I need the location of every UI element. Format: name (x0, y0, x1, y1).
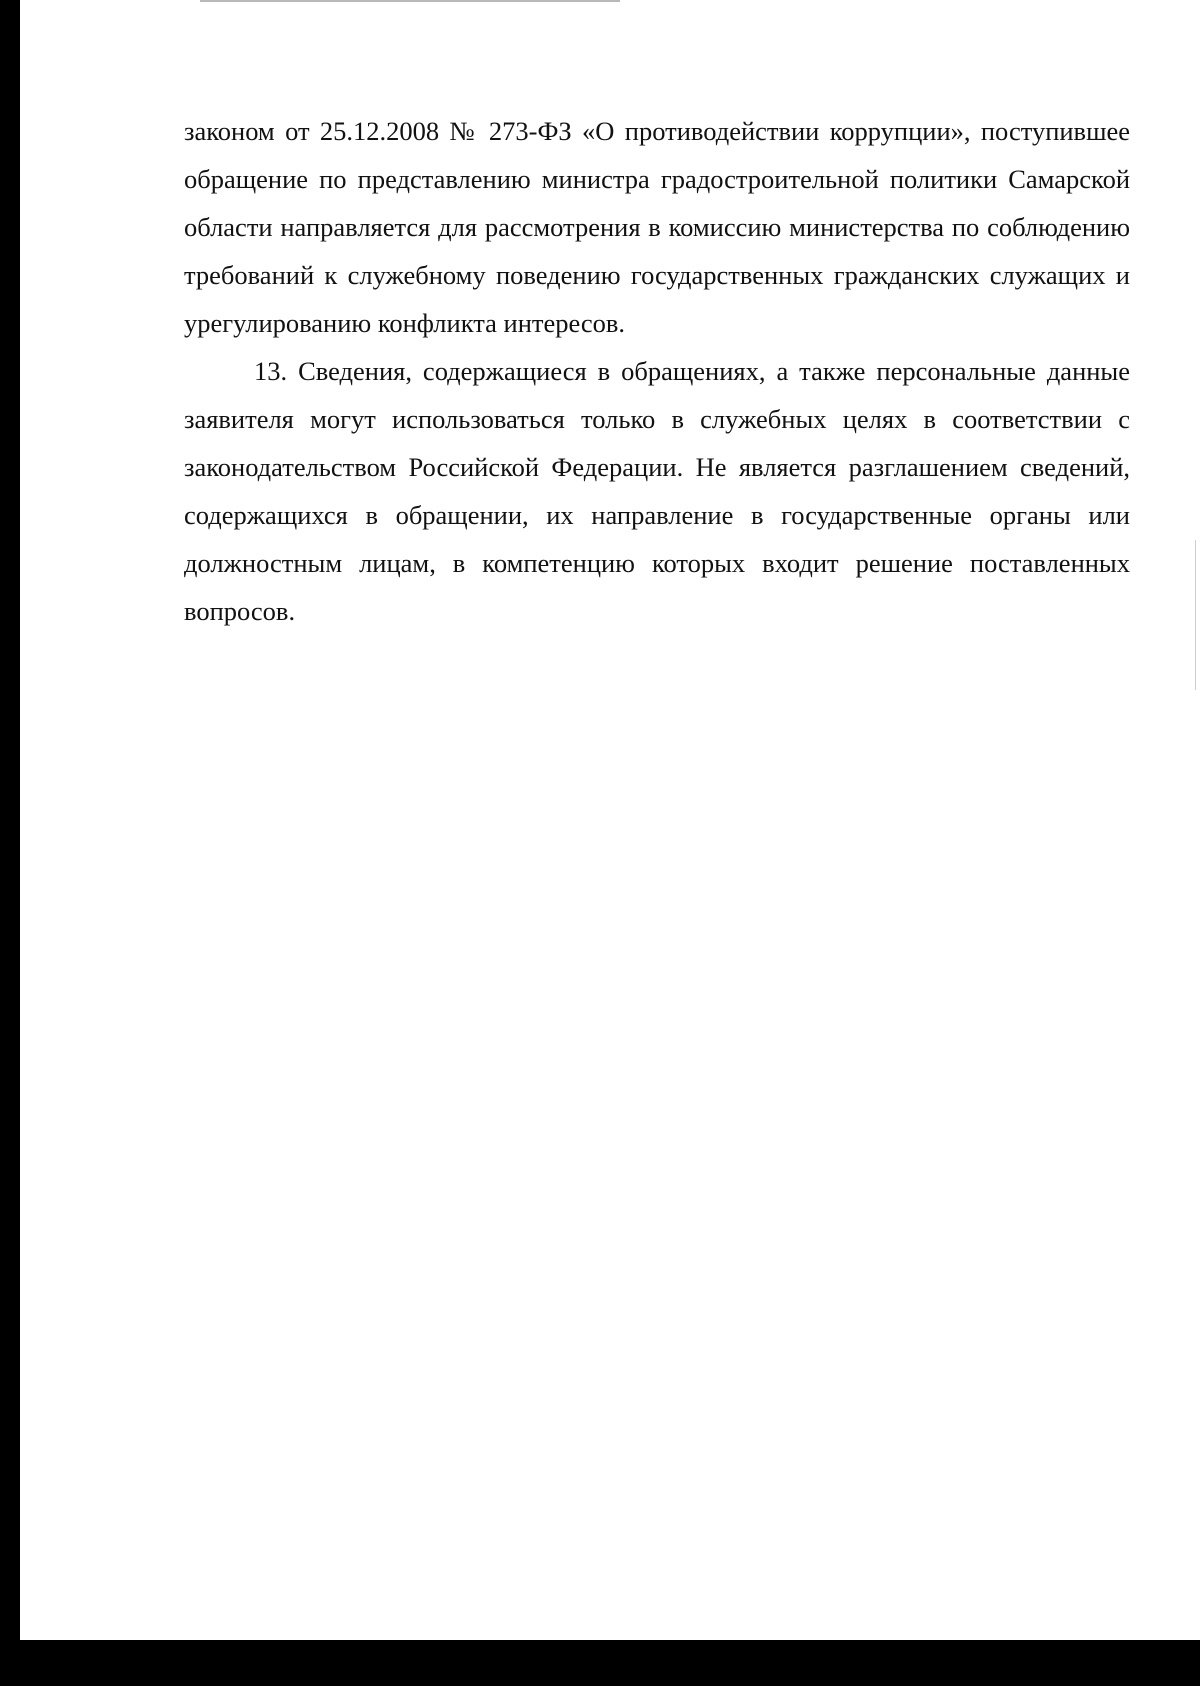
document-page (20, 0, 1200, 1640)
document-body (184, 107, 1130, 635)
scan-border-bottom (0, 1640, 1200, 1686)
paragraph-continuation: законом от 25.12.2008 № 273-ФЗ «О противодействии коррупции», поступившее обращение по представлению министра градостроительной политики Самарской области направляется для рассмотрения в комиссию министерства по соблюдению требований к служебному поведению государственных гражданских служащих и урегулированию конфликта интересов. (184, 116, 1130, 338)
paragraph-item-13: 13. Сведения, содержащиеся в обращениях, а также персональные данные заявителя могут использоваться только в служебных целях в соответствии с законодательством Российской Федерации. Не является разглашением сведений, содержащихся в обращении, их направление в государственные органы или должностным лицам, в компетенцию которых входит решение поставленных вопросов. (184, 356, 1130, 626)
